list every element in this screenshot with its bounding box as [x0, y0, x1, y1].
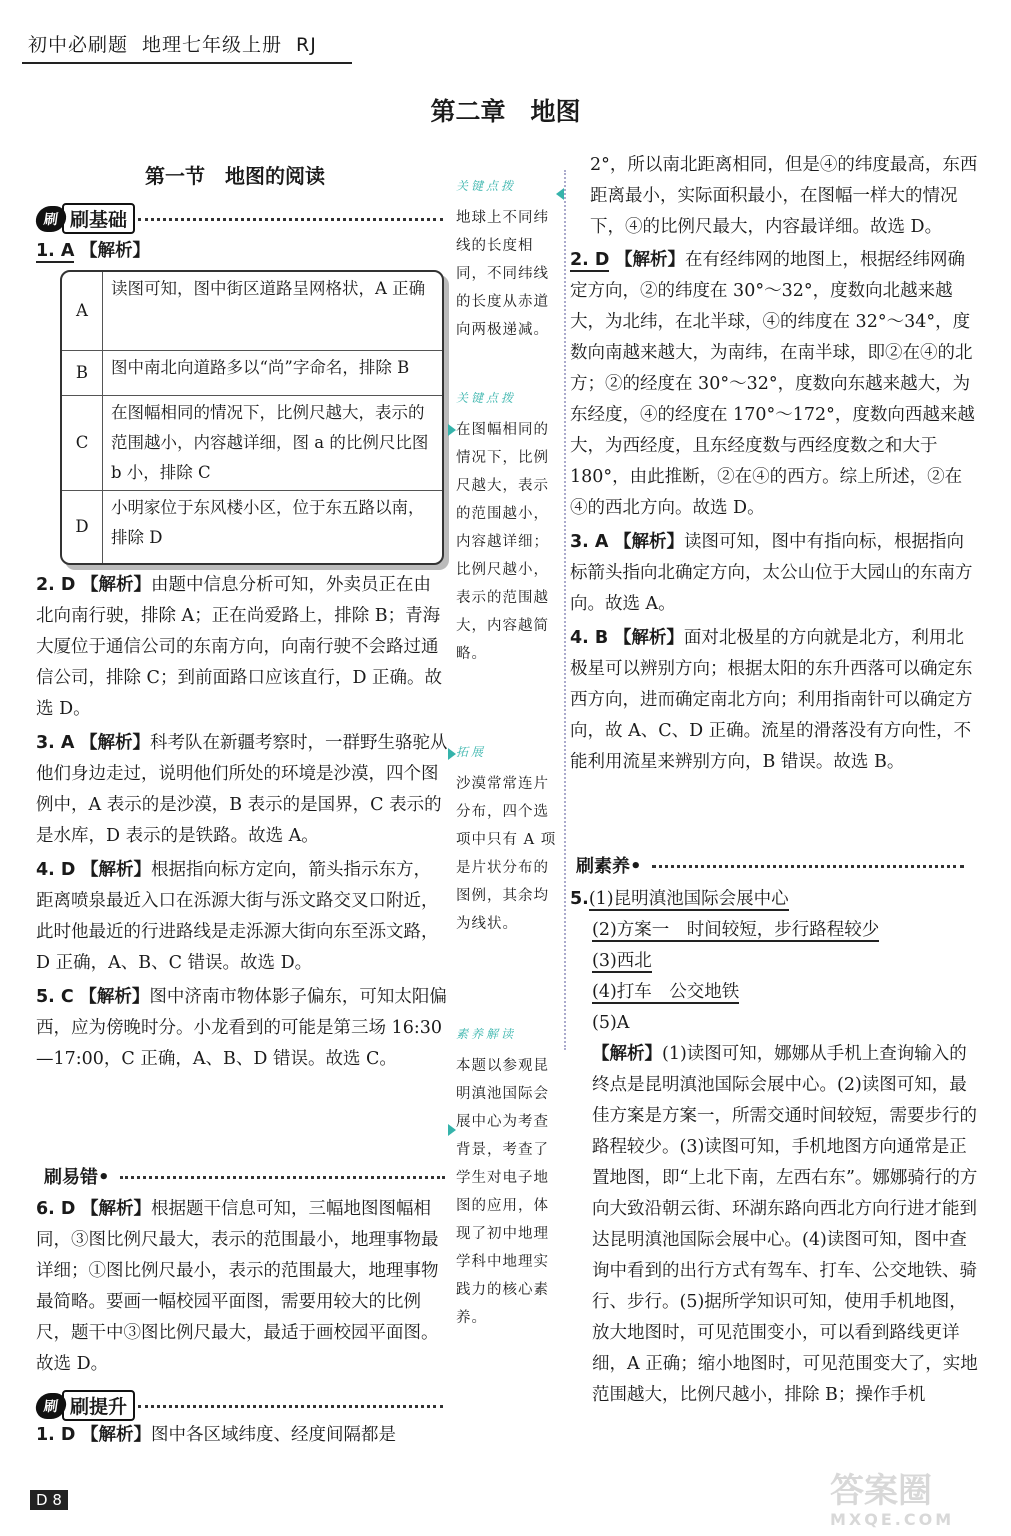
answer-text: (1)昆明滇池国际会展中心: [588, 889, 789, 909]
analysis-text: 根据指向标方定向，箭头指示东方，距离喷泉最近入口在泺源大街与泺文路交叉口附近，此时他最近的行进路线是走泺源大街向东至泺文路，D 正确，A、B、C 错误。故选 D。: [36, 860, 439, 973]
side-note: [456, 172, 564, 344]
answer-number: 5. C: [36, 987, 74, 1007]
analysis-mark: 【解析】: [80, 241, 151, 261]
side-note-text: 地球上不同纬线的长度相同，不同纬线的长度从赤道向两极递减。: [456, 210, 549, 338]
analysis-mark: 【解析】: [81, 575, 152, 595]
question-5-literacy: [570, 884, 978, 1411]
answer-number: 4. B: [570, 628, 609, 648]
question-1: [36, 236, 150, 267]
question-item: [36, 570, 448, 725]
answer-number: 6. D: [36, 1199, 76, 1219]
analysis-text: 图中济南市物体影子偏东，可知太阳偏西，应为傍晚时分。小龙看到的可能是第三场 16:30—17:00，C 正确，A、B、D 错误。故选 C。: [36, 987, 447, 1069]
analysis-table: [60, 270, 444, 565]
side-note-title: 关键点拨: [456, 179, 517, 193]
pointer-arrow-icon: [448, 748, 456, 760]
answer-number: 4. D: [36, 860, 76, 880]
answer-line: [570, 915, 978, 946]
table-row: [62, 351, 442, 396]
question-item: [570, 527, 978, 620]
error-subhead: 刷易错•: [44, 1167, 110, 1188]
analysis-mark: 【解析】: [615, 250, 686, 270]
option-letter: A: [62, 272, 103, 350]
improve-badge-label: 刷提升: [62, 1390, 135, 1421]
analysis-text: 由题中信息分析可知，外卖员正在由北向南行驶，排除 A；正在尚爱路上，排除 B；青海大厦位于通信公司的东南方向，向南行驶不会路过通信公司，排除 C；到前面路口应该直行，D 正确。故选 D。: [36, 575, 443, 719]
analysis-paragraph: [570, 1039, 978, 1411]
question-item: [36, 855, 448, 979]
answer-line: [570, 1008, 978, 1039]
answer-number: 5.: [570, 889, 589, 909]
side-note: [456, 1020, 564, 1332]
answer-number: 2. D: [36, 575, 76, 595]
side-note-text: 在图幅相同的情况下，比例尺越大，表示的范围越小，内容越详细；比例尺越小，表示的范围越大，内容越简略。: [456, 422, 549, 662]
dotted-divider: [120, 1176, 445, 1179]
chapter-title: 第二章 地图: [430, 97, 581, 126]
edition-label: RJ: [296, 34, 317, 56]
side-note-title: 素养解读: [456, 1027, 517, 1041]
watermark-url: MXQE.COM: [830, 1510, 955, 1529]
question-6: [36, 1194, 448, 1380]
basic-badge: [36, 203, 135, 234]
literacy-subhead: 刷素养•: [576, 856, 642, 877]
analysis-text: 科考队在新疆考察时，一群野生骆驼从他们身边走过，说明他们所处的环境是沙漠，四个图例中，A 表示的是沙漠，B 表示的是国界，C 表示的是水库，D 表示的是铁路。故选 A。: [36, 733, 448, 846]
question-item: [36, 728, 448, 852]
answer-text: (3)西北: [592, 951, 652, 971]
section-title: 第一节 地图的阅读: [145, 164, 325, 188]
analysis-mark: 【解析】: [592, 1044, 662, 1064]
option-text: 在图幅相同的情况下，比例尺越大，表示的范围越小，内容越详细，图 a 的比例尺比图 b 小，排除 C: [111, 403, 429, 482]
subject-title: 地理七年级上册: [142, 34, 283, 56]
side-note-text: 本题以参观昆明滇池国际会展中心为考查背景，考查了学生对电子地图的应用，体现了初中地理学科中地理实践力的核心素养。: [456, 1058, 549, 1326]
analysis-mark: 【解析】: [79, 987, 150, 1007]
analysis-text: 在有经纬网的地图上，根据经纬网确定方向，②的纬度在 30°～32°，度数向北越来越大，为北纬，在北半球，④的纬度在 32°～34°，度数向南越来越大，为南纬，在南半球，即②在④的北方；②的经度在 30°～32°，度数向东越来越大，为东经度，④的经度在 170°～172°，度数向西越来越大，为西经度，且东经度数与西经度数之和大于 180°，由此推断，②在④的西方。综上所述，②在④的西北方向。故选 D。: [570, 250, 975, 518]
answer-number: 3. A: [570, 532, 609, 552]
answer-line: [570, 977, 978, 1008]
analysis-mark: 【解析】: [613, 628, 684, 648]
analysis-text: 读图可知，图中有指向标，根据指向标箭头指向北确定方向，太公山位于大园山的东南方向。故选 A。: [570, 532, 973, 614]
side-note-text: 沙漠常常连片分布，四个选项中只有 A 项是片状分布的图例，其余均为线状。: [456, 776, 557, 932]
table-row: [62, 396, 442, 491]
answer-number: 2. D: [570, 250, 610, 270]
brush-logo-icon: 刷: [34, 1393, 68, 1419]
side-note-title: 关键点拨: [456, 391, 517, 405]
analysis-mark: 【解析】: [81, 1199, 152, 1219]
answer-text: (4)打车 公交地铁: [592, 982, 740, 1002]
page-number: D 8: [30, 1490, 68, 1510]
table-row: [62, 491, 442, 563]
question-item: [570, 245, 978, 524]
option-letter: B: [62, 351, 103, 395]
option-letter: C: [62, 396, 103, 490]
improve-badge: [36, 1390, 135, 1421]
analysis-mark: 【解析】: [81, 860, 152, 880]
option-text: 图中南北向道路多以“尚”字命名，排除 B: [111, 358, 410, 377]
answer-text: (5)A: [592, 1013, 630, 1033]
answer-line: [570, 884, 978, 915]
sidebar-divider: [564, 170, 566, 1050]
right-continued-text: 2°，所以南北距离相同，但是④的纬度最高，东西距离最小，实际面积最小，在图幅一样大的情况下，④的比例尺最大，内容最详细。故选 D。: [590, 155, 978, 237]
analysis-text: (1)读图可知，娜娜从手机上查询输入的终点是昆明滇池国际会展中心。(2)读图可知，最佳方案是方案一，所需交通时间较短，需要步行的路程较少。(3)读图可知，手机地图方向通常是正置地图，即“上北下南，左西右东”。娜娜骑行的方向大致沿朝云街、环湖东路向西北方向行进才能到达昆明滇池国际会展中心。(4)读图可知，图中查询中看到的出行方式有驾车、打车、公交地铁、骑行、步行。(5)据所学知识可知，使用手机地图，放大地图时，可见范围变小，可以看到路线更详细，A 正确；缩小地图时，可见范围变大了，实地范围越大，比例尺越小，排除 B；操作手机: [592, 1044, 978, 1405]
analysis-text: 根据题干信息可知，三幅地图图幅相同，③图比例尺最大，表示的范围最小，地理事物最详细；①图比例尺最小，表示的范围最大，地理事物最简略。要画一幅校园平面图，需要用较大的比例尺，题干中③图比例尺最大，最适于画校园平面图。故选 D。: [36, 1199, 439, 1374]
running-header: [28, 30, 317, 57]
basic-badge-label: 刷基础: [62, 203, 135, 234]
analysis-text: 图中各区域纬度、经度间隔都是: [151, 1425, 397, 1445]
dotted-divider: [652, 865, 964, 868]
dotted-divider: [138, 1405, 443, 1408]
answer-number: 1. A: [36, 241, 75, 261]
left-question-list: [36, 570, 448, 1075]
pointer-arrow-icon: [448, 1124, 456, 1136]
site-watermark: [830, 1472, 1000, 1532]
question-1b: [36, 1420, 448, 1451]
brush-logo-icon: 刷: [34, 206, 68, 232]
book-title: 初中必刷题: [28, 34, 129, 56]
side-note-title: 拓展: [456, 745, 487, 759]
table-row: [62, 272, 442, 351]
watermark-text: 答案圈: [830, 1471, 932, 1511]
analysis-mark: 【解析】: [80, 733, 151, 753]
option-text: 读图可知，图中街区道路呈网格状，A 正确: [111, 279, 426, 298]
answer-text: (2)方案一 时间较短，步行路程较少: [592, 920, 880, 940]
option-letter: D: [62, 491, 103, 563]
question-item: [36, 982, 448, 1075]
option-text: 小明家位于东风楼小区，位于东五路以南，排除 D: [111, 498, 425, 547]
question-item: [570, 623, 978, 778]
analysis-text: 面对北极星的方向就是北方，利用北极星可以辨别方向；根据太阳的东升西落可以确定东西方向，进而确定南北方向；利用指南针可以确定方向，故 A、C、D 正确。流星的滑落没有方向性，不能利用流星来辨别方向，B 错误。故选 B。: [570, 628, 973, 772]
answer-number: 1. D: [36, 1425, 76, 1445]
pointer-arrow-icon: [448, 424, 456, 436]
answer-line: [570, 946, 978, 977]
analysis-mark: 【解析】: [614, 532, 685, 552]
dotted-divider: [138, 218, 443, 221]
side-note: [456, 384, 564, 668]
header-rule: [22, 62, 352, 64]
analysis-mark: 【解析】: [81, 1425, 152, 1445]
side-note: [456, 738, 564, 938]
right-question-list: [570, 245, 978, 778]
pointer-arrow-icon: [556, 188, 564, 200]
answer-number: 3. A: [36, 733, 75, 753]
